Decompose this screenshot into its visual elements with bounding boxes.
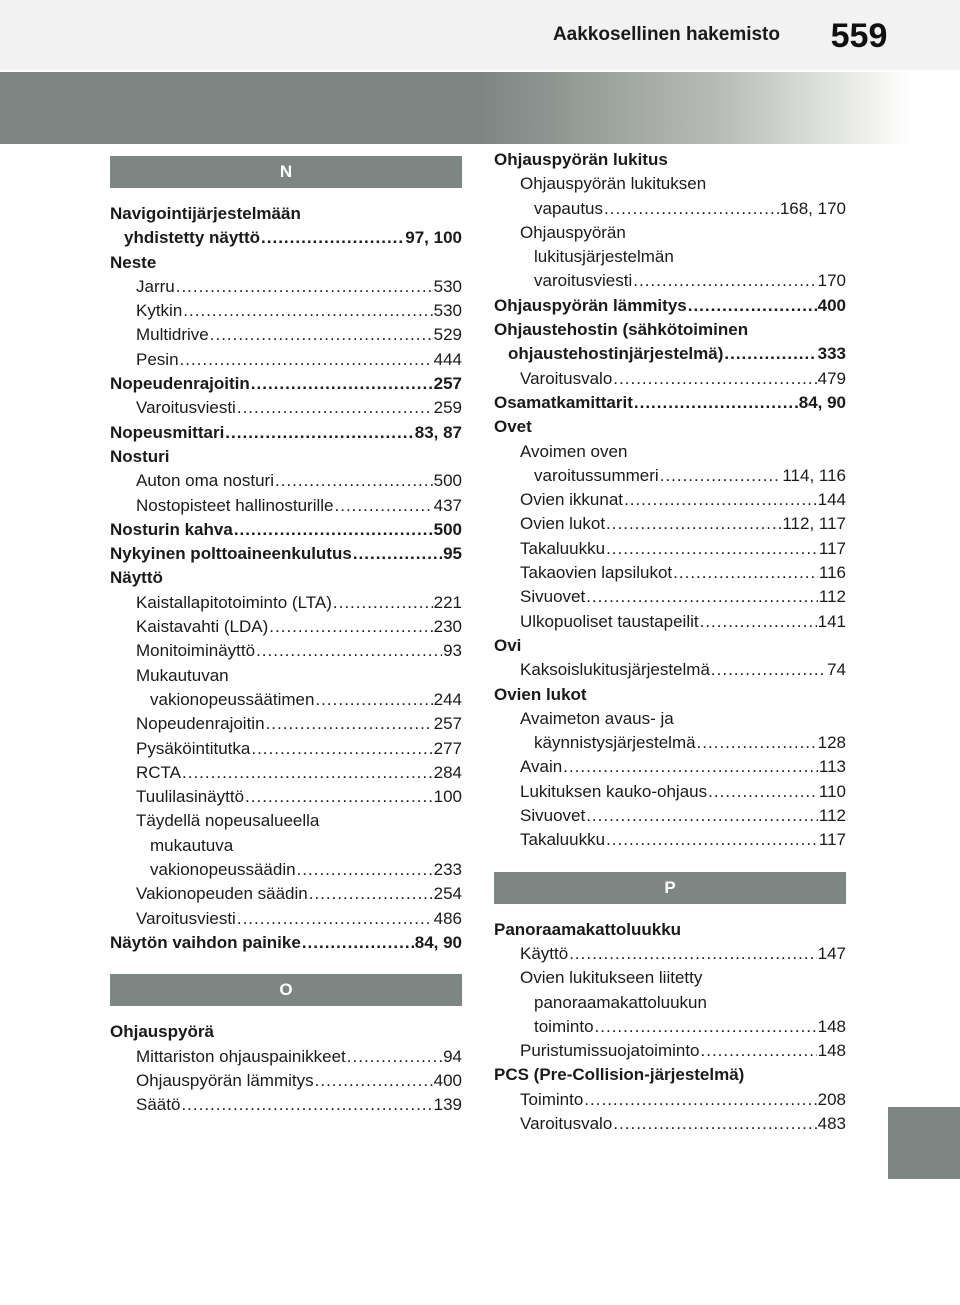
index-subentry [110,323,462,347]
entry-text: mukautuva [150,835,234,855]
entry-text: Osamatkamittarit [494,392,633,412]
leader-dots [708,780,818,804]
page-reference: 437 [433,495,462,515]
leader-dots [604,197,779,221]
page-reference: 221 [433,592,462,612]
index-subentry [494,658,846,682]
page-reference: 168, 170 [779,198,846,218]
index-subentry [494,804,846,828]
page-reference: 110 [818,781,846,801]
index-entry [110,566,462,590]
leader-dots [315,1069,433,1093]
index-entry [110,202,462,251]
entry-text: Mittariston ohjauspainikkeet [136,1046,346,1066]
leader-dots [315,688,432,712]
entry-text: Nosturi [110,446,170,466]
index-subentry [494,1112,846,1136]
page-reference: 257 [433,374,462,394]
page-reference: 244 [433,689,462,709]
page-reference: 479 [817,368,846,388]
entry-text: Näytön vaihdon painike [110,932,301,952]
index-subentry [110,494,462,518]
index-entry [110,251,462,275]
entry-text: Takaovien lapsilukot [520,563,673,583]
page-reference: 259 [433,398,462,418]
page-reference: 400 [433,1070,462,1090]
index-subentry [494,707,846,756]
leader-dots [711,658,826,682]
index-subentry [494,512,846,536]
index-subentry [494,1039,846,1063]
leader-dots [333,591,433,615]
entry-text: Nostopisteet hallinosturille [136,495,334,515]
page-header [0,0,960,70]
page-reference: 139 [433,1095,462,1115]
entry-text: Varoitusviesti [136,908,236,928]
entry-text: Jarru [136,276,175,296]
entry-list [110,1020,462,1117]
leader-dots [210,323,433,347]
leader-dots [606,828,818,852]
page-reference: 233 [433,860,462,880]
page-reference: 486 [433,908,462,928]
leader-dots [245,785,433,809]
leader-dots [673,561,818,585]
page-reference: 114, 116 [782,465,846,485]
page-reference: 113 [818,757,846,777]
entry-text: lukitusjärjestelmän [534,247,674,267]
index-entry [110,1020,462,1044]
leader-dots [261,226,404,250]
index-subentry [494,440,846,489]
entry-text: Pesin [136,349,179,369]
page-reference: 284 [433,762,462,782]
entry-text: Nopeudenrajoitin [110,374,250,394]
index-subentry [110,809,462,882]
entry-text: Sivuovet [520,806,586,826]
entry-text: Ulkopuoliset taustapeilit [520,611,699,631]
page-reference: 128 [817,733,846,753]
entry-text: varoitussummeri [534,465,659,485]
page-reference: 400 [817,295,846,315]
entry-text: Nopeusmittari [110,422,225,442]
page-reference: 500 [433,519,462,539]
index-entry [494,415,846,439]
entry-text: Kaksoislukitusjärjestelmä [520,660,710,680]
page-reference: 483 [817,1113,846,1133]
leader-dots [660,464,782,488]
index-entry [494,683,846,707]
page-reference: 530 [433,301,462,321]
index-subentry [494,488,846,512]
leader-dots [275,469,433,493]
entry-text: Mukautuvan [136,665,229,685]
page-reference: 112, 117 [782,514,846,534]
index-entry [110,518,462,542]
index-entry [110,421,462,445]
index-subentry [110,615,462,639]
leader-dots [613,367,816,391]
entry-text: Kytkin [136,301,183,321]
index-subentry [110,469,462,493]
index-column-left [110,148,462,1117]
index-subentry [110,1069,462,1093]
leader-dots [251,737,432,761]
leader-dots [586,804,818,828]
entry-text: Ovien lukitukseen liitetty [520,968,703,988]
entry-text: Ovien lukot [520,514,606,534]
page-reference: 170 [817,271,846,291]
index-entry [494,1063,846,1087]
leader-dots [335,494,433,518]
entry-text: Näyttö [110,568,163,588]
page-reference: 208 [817,1089,846,1109]
index-entry [494,318,846,367]
entry-text: Ohjauspyörän lukituksen [520,174,707,194]
entry-text: Nykyinen polttoaineenkulutus [110,544,352,564]
leader-dots [633,269,816,293]
leader-dots [569,942,816,966]
entry-text: Monitoiminäyttö [136,641,256,661]
index-subentry [494,610,846,634]
entry-text: Vakionopeuden säädin [136,884,308,904]
page-reference: 83, 87 [414,422,462,442]
page-reference: 333 [817,344,846,364]
index-subentry [110,882,462,906]
leader-dots [700,610,817,634]
page-reference: 257 [433,714,462,734]
leader-dots [266,712,433,736]
index-entry [494,634,846,658]
index-subentry [110,348,462,372]
entry-text: Navigointijärjestelmään [110,204,301,223]
leader-dots [251,372,433,396]
entry-text: Puristumissuojatoiminto [520,1041,700,1061]
leader-dots [181,1093,432,1117]
page-reference: 100 [433,787,462,807]
leader-dots [701,1039,817,1063]
page-reference: 95 [443,544,462,564]
entry-text: Täydellä nopeusalueella [136,811,320,831]
entry-text: Ohjaustehostin (sähkötoiminen [494,320,749,340]
page-reference: 254 [433,884,462,904]
page-number: 559 [830,16,888,55]
index-subentry [110,1045,462,1069]
entry-text: Ovet [494,417,532,437]
page-reference: 97, 100 [405,228,462,248]
index-subentry [110,712,462,736]
page-reference: 141 [817,611,846,631]
entry-text: Ohjauspyörä [110,1022,214,1042]
entry-text: varoitusviesti [534,271,633,291]
index-entry [110,445,462,469]
leader-dots [634,391,798,415]
leader-dots [347,1045,442,1069]
leader-dots [182,761,433,785]
entry-text: Multidrive [136,325,209,345]
entry-text: Auton oma nosturi [136,471,274,491]
index-subentry [494,828,846,852]
page-reference: 529 [433,325,462,345]
index-subentry [494,755,846,779]
page-reference: 112 [818,587,846,607]
leader-dots [563,755,818,779]
entry-text: Ohjauspyörän [520,222,626,242]
index-entry [494,294,846,318]
index-entry [494,391,846,415]
leader-dots [613,1112,816,1136]
page-title: Aakkosellinen hakemisto [552,24,780,45]
index-subentry [494,1088,846,1112]
leader-dots [584,1088,816,1112]
leader-dots [624,488,817,512]
index-subentry [110,275,462,299]
page-reference: 94 [443,1046,462,1066]
page-reference: 444 [433,349,462,369]
page-reference: 84, 90 [798,392,846,412]
index-column-right [494,148,846,1136]
index-subentry [494,585,846,609]
page-reference: 117 [818,830,846,850]
index-entry [110,542,462,566]
entry-text: toiminto [534,1016,594,1036]
leader-dots [237,396,433,420]
index-subentry [494,367,846,391]
entry-text: RCTA [136,762,182,782]
entry-text: Avain [520,757,563,777]
entry-text: panoraamakattoluukun [534,992,707,1012]
leader-dots [688,294,817,318]
page-reference: 500 [433,471,462,491]
leader-dots [176,275,433,299]
leader-dots [256,639,442,663]
entry-text: Nopeudenrajoitin [136,714,265,734]
page-reference: 116 [818,563,846,583]
entry-text: Pysäköintitutka [136,738,251,758]
index-entry [110,931,462,955]
entry-text: Varoitusvalo [520,1113,613,1133]
entry-text: Varoitusvalo [520,368,613,388]
entry-text: vakionopeussäätimen [150,689,315,709]
index-entry [494,918,846,942]
index-subentry [494,966,846,1039]
leader-dots [297,858,433,882]
section-header-o: O [110,974,462,1006]
entry-text: Ovien ikkunat [520,490,623,510]
section-header-p: P [494,872,846,904]
leader-dots [225,421,413,445]
leader-dots [302,931,414,955]
section-header-n: N [110,156,462,188]
leader-dots [606,512,781,536]
leader-dots [180,348,433,372]
index-subentry [110,907,462,931]
page-reference: 277 [433,738,462,758]
index-subentry [110,1093,462,1117]
index-subentry [110,299,462,323]
leader-dots [724,342,816,366]
entry-text: Ohjauspyörän lämmitys [136,1070,314,1090]
leader-dots [697,731,817,755]
index-subentry [110,737,462,761]
index-subentry [494,537,846,561]
entry-text: Ovien lukot [494,684,587,704]
page-reference: 147 [817,943,846,963]
page-reference: 93 [443,641,462,661]
page-reference: 144 [817,490,846,510]
entry-text: Sivuovet [520,587,586,607]
page-reference: 530 [433,276,462,296]
entry-text: PCS (Pre-Collision-järjestelmä) [494,1065,745,1085]
index-subentry [494,172,846,221]
entry-text: Panoraamakattoluukku [494,919,682,939]
entry-text: Kaistavahti (LDA) [136,617,269,637]
entry-text: Lukituksen kauko-ohjaus [520,781,708,801]
entry-text: vakionopeussäädin [150,860,296,880]
index-entry [494,148,846,172]
page-reference: 112 [818,806,846,826]
leader-dots [183,299,432,323]
entry-text: Neste [110,252,157,272]
entry-text: Tuulilasinäyttö [136,787,245,807]
header-banner [0,72,960,144]
entry-text: Varoitusviesti [136,398,236,418]
entry-text: Käyttö [520,943,569,963]
entry-text: yhdistetty näyttö [124,228,261,248]
page-reference: 230 [433,617,462,637]
leader-dots [309,882,433,906]
page-reference: 148 [817,1041,846,1061]
index-subentry [494,942,846,966]
leader-dots [353,542,442,566]
index-subentry [110,639,462,663]
leader-dots [606,537,818,561]
entry-text: Ohjauspyörän lukitus [494,150,668,169]
index-subentry [110,396,462,420]
index-subentry [494,561,846,585]
entry-list [494,918,846,1137]
page-reference: 84, 90 [414,932,462,952]
leader-dots [234,518,433,542]
index-subentry [110,785,462,809]
page-reference: 74 [827,660,846,680]
entry-text: Toiminto [520,1089,584,1109]
index-subentry [110,664,462,713]
index-subentry [110,591,462,615]
leader-dots [586,585,818,609]
entry-text: Avoimen oven [520,441,628,461]
entry-text: Säätö [136,1095,181,1115]
chapter-tab [888,1107,960,1179]
leader-dots [269,615,432,639]
page-reference: 148 [817,1016,846,1036]
entry-text: Ovi [494,635,522,655]
entry-text: Ohjauspyörän lämmitys [494,295,687,315]
entry-text: käynnistysjärjestelmä [534,733,696,753]
index-subentry [494,780,846,804]
entry-list [494,148,846,853]
index-entry [110,372,462,396]
entry-text: ohjaustehostinjärjestelmä) [508,344,724,364]
entry-text: Kaistallapitotoiminto (LTA) [136,592,332,612]
entry-text: Nosturin kahva [110,519,233,539]
page-reference: 117 [818,538,846,558]
entry-text: Avaimeton avaus- ja [520,708,674,728]
leader-dots [595,1015,817,1039]
index-subentry [494,221,846,294]
entry-text: Takaluukku [520,538,606,558]
index-subentry [110,761,462,785]
leader-dots [237,907,433,931]
entry-list [110,202,462,955]
entry-text: vapautus [534,198,603,218]
entry-text: Takaluukku [520,830,606,850]
